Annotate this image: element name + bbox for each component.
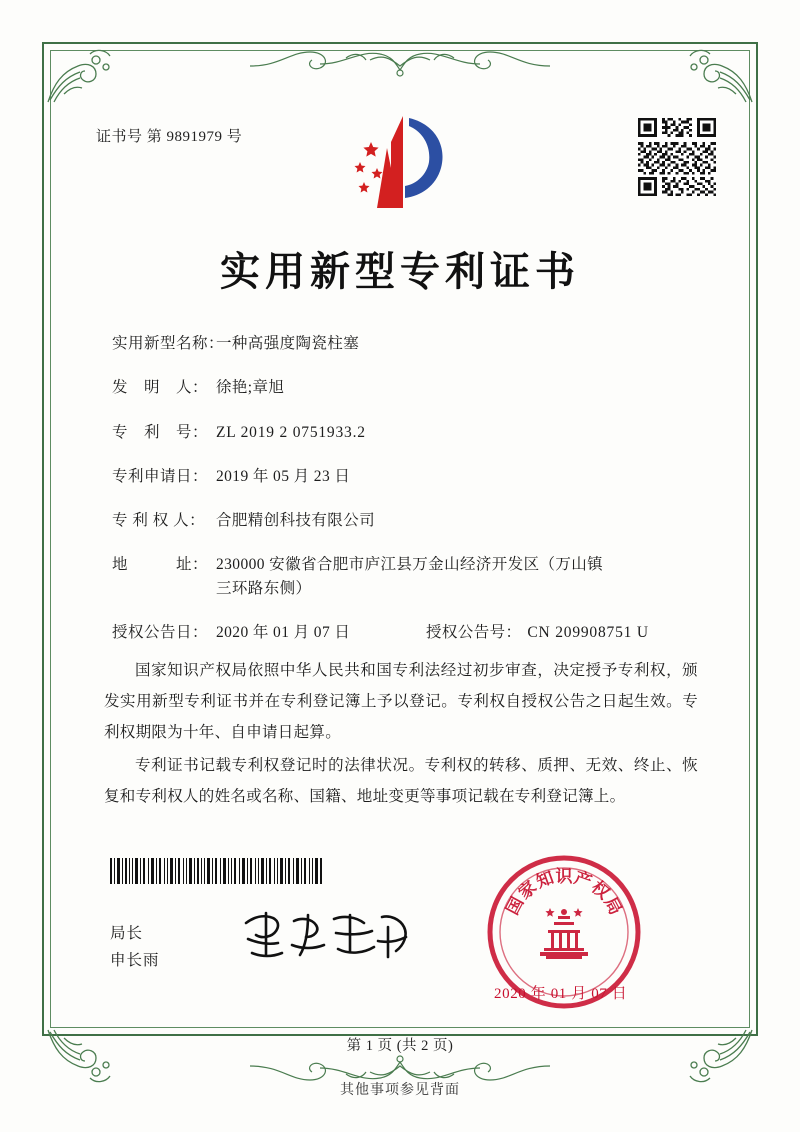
field-application-date <box>112 465 692 488</box>
field-label: 专 利 权 人： <box>112 512 206 529</box>
svg-text:权: 权 <box>587 877 614 904</box>
svg-text:国: 国 <box>502 893 529 919</box>
field-value: 一种高强度陶瓷柱塞 <box>216 335 360 352</box>
field-label-grant-date: 授权公告日： <box>112 623 209 641</box>
svg-text:家: 家 <box>514 877 541 904</box>
field-patentee <box>112 509 692 532</box>
field-value: 徐艳;章旭 <box>216 379 285 397</box>
seal-date: 2020 年 01 月 07 日 <box>494 986 628 1002</box>
field-label: 专 利 号： <box>112 423 209 441</box>
signature-block <box>110 920 160 974</box>
field-value: 合肥精创科技有限公司 <box>216 512 376 529</box>
svg-text:局: 局 <box>599 893 626 919</box>
signature-title: 局长 <box>110 925 144 942</box>
backside-note: 其他事项参见背面 <box>340 1083 460 1098</box>
svg-text:知: 知 <box>533 868 557 893</box>
corner-ornament-icon <box>682 44 756 106</box>
svg-text:识: 识 <box>555 867 573 887</box>
field-label: 地 址： <box>112 556 209 574</box>
field-value-group <box>216 553 692 600</box>
signature-name: 申长雨 <box>110 952 160 970</box>
barcode-icon <box>110 858 322 884</box>
field-list <box>112 332 692 665</box>
paragraph-1: 国家知识产权局依照中华人民共和国专利法经过初步审查，决定授予专利权，颁发实用新型专利证书并在专利登记簿上予以登记。专利权自授权公告之日起生效。专利权期限为十年、自申请日起算。 <box>104 662 698 741</box>
field-label-grant-number: 授权公告号： <box>426 623 522 641</box>
field-utility-model-name <box>112 332 692 355</box>
corner-ornament-icon <box>44 44 118 106</box>
field-inventor <box>112 376 692 399</box>
certificate-number: 证书号 第 9891979 号 <box>96 129 243 145</box>
qr-code-icon <box>638 118 716 196</box>
page-number: 第 1 页 (共 2 页) <box>346 1038 454 1054</box>
field-value: 2019 年 05 月 23 日 <box>216 467 351 485</box>
field-value: ZL 2019 2 0751933.2 <box>216 423 366 441</box>
field-label: 实用新型名称： <box>112 335 225 352</box>
paragraph-2: 专利证书记载专利权登记时的法律状况。专利权的转移、质押、无效、终止、恢复和专利权人的姓名或名称、国籍、地址变更等事项记载在专利登记簿上。 <box>104 757 698 805</box>
field-label: 发 明 人： <box>112 379 209 397</box>
grant-date-value: 2020 年 01 月 07 日 <box>216 623 351 641</box>
field-patent-number <box>112 421 692 444</box>
handwritten-signature-icon <box>238 905 418 967</box>
field-value-line1: 230000 安徽省合肥市庐江县万金山经济开发区（万山镇 <box>216 556 604 574</box>
legal-text <box>104 655 698 814</box>
page-title: 实用新型专利证书 <box>220 248 580 295</box>
field-address <box>112 553 692 600</box>
field-value-group <box>216 621 692 644</box>
field-grant-announcement <box>112 621 692 644</box>
field-label: 专利申请日： <box>112 467 209 485</box>
cnipa-logo-icon <box>347 112 457 212</box>
grant-number-value: CN 209908751 U <box>527 623 649 641</box>
field-value-line2: 三环路东侧） <box>216 579 312 597</box>
svg-text:产: 产 <box>571 868 595 893</box>
top-flourish-icon <box>250 40 550 80</box>
